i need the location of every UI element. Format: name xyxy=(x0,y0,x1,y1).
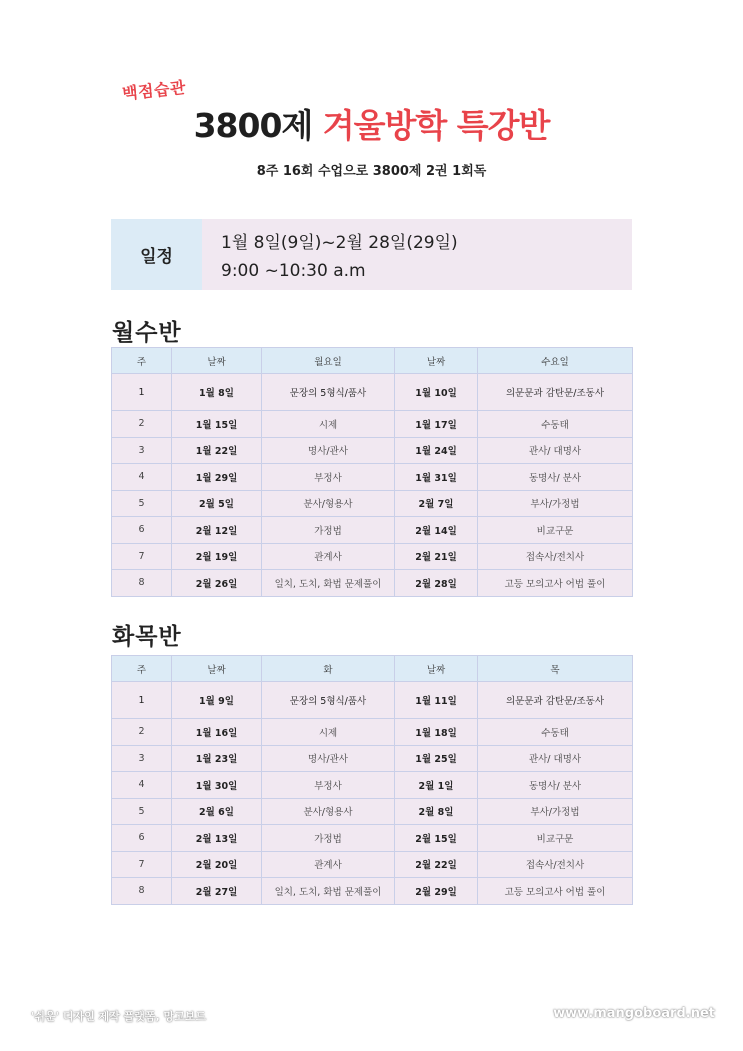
date-cell: 1월 24일 xyxy=(395,437,478,464)
week-cell: 6 xyxy=(112,517,172,544)
brand-label: 백점습관 xyxy=(121,77,187,104)
week-cell: 5 xyxy=(112,798,172,825)
week-cell: 7 xyxy=(112,543,172,570)
table-row xyxy=(112,411,633,438)
date-cell: 1월 10일 xyxy=(395,374,478,411)
content-cell: 가정법 xyxy=(262,825,395,852)
content-cell: 의문문과 감탄문/조동사 xyxy=(478,374,633,411)
week-cell: 3 xyxy=(112,745,172,772)
table-row xyxy=(112,464,633,491)
date-cell: 2월 29일 xyxy=(395,878,478,905)
week-cell: 4 xyxy=(112,772,172,799)
content-cell: 비교구문 xyxy=(478,825,633,852)
date-cell: 1월 18일 xyxy=(395,719,478,746)
column-header: 날짜 xyxy=(395,348,478,374)
week-cell: 7 xyxy=(112,851,172,878)
content-cell: 고등 모의고사 어법 풀이 xyxy=(478,570,633,597)
page-title xyxy=(0,100,743,147)
date-cell: 2월 1일 xyxy=(395,772,478,799)
date-cell: 2월 14일 xyxy=(395,517,478,544)
content-cell: 관계사 xyxy=(262,543,395,570)
column-header: 월요일 xyxy=(262,348,395,374)
table-row xyxy=(112,772,633,799)
column-header: 목 xyxy=(478,656,633,682)
table-row xyxy=(112,798,633,825)
date-cell: 2월 5일 xyxy=(172,490,262,517)
week-cell: 1 xyxy=(112,682,172,719)
footer-url: www.mangoboard.net xyxy=(553,1006,715,1021)
schedule-table-mw xyxy=(111,347,633,597)
week-cell: 1 xyxy=(112,374,172,411)
table-row xyxy=(112,745,633,772)
date-cell: 2월 15일 xyxy=(395,825,478,852)
column-header: 날짜 xyxy=(172,656,262,682)
table-row xyxy=(112,851,633,878)
content-cell: 일치, 도치, 화법 문제풀이 xyxy=(262,878,395,905)
date-cell: 1월 15일 xyxy=(172,411,262,438)
date-cell: 2월 19일 xyxy=(172,543,262,570)
table-row xyxy=(112,543,633,570)
date-cell: 1월 23일 xyxy=(172,745,262,772)
content-cell: 분사/형용사 xyxy=(262,798,395,825)
week-cell: 8 xyxy=(112,570,172,597)
date-cell: 1월 22일 xyxy=(172,437,262,464)
date-cell: 1월 16일 xyxy=(172,719,262,746)
content-cell: 부정사 xyxy=(262,464,395,491)
date-cell: 2월 20일 xyxy=(172,851,262,878)
title-part-2: 겨울방학 특강반 xyxy=(322,106,550,145)
date-cell: 2월 12일 xyxy=(172,517,262,544)
week-cell: 2 xyxy=(112,411,172,438)
page-subtitle: 8주 16회 수업으로 3800제 2권 1회독 xyxy=(256,164,487,179)
date-cell: 1월 25일 xyxy=(395,745,478,772)
week-cell: 6 xyxy=(112,825,172,852)
table-header-row xyxy=(112,348,633,374)
content-cell: 비교구문 xyxy=(478,517,633,544)
content-cell: 부정사 xyxy=(262,772,395,799)
date-cell: 1월 17일 xyxy=(395,411,478,438)
column-header: 날짜 xyxy=(395,656,478,682)
content-cell: 시제 xyxy=(262,719,395,746)
content-cell: 문장의 5형식/품사 xyxy=(262,682,395,719)
content-cell: 동명사/ 분사 xyxy=(478,772,633,799)
section-title-mw: 월수반 xyxy=(112,319,182,346)
schedule-table-tt xyxy=(111,655,633,905)
content-cell: 관사/ 대명사 xyxy=(478,745,633,772)
date-cell: 2월 8일 xyxy=(395,798,478,825)
table-row xyxy=(112,878,633,905)
column-header: 주 xyxy=(112,656,172,682)
column-header: 수요일 xyxy=(478,348,633,374)
week-cell: 3 xyxy=(112,437,172,464)
date-cell: 2월 6일 xyxy=(172,798,262,825)
table-header-row xyxy=(112,656,633,682)
schedule-dates: 1월 8일(9일)~2월 28일(29일) xyxy=(221,233,458,253)
content-cell: 의문문과 감탄문/조동사 xyxy=(478,682,633,719)
table-row xyxy=(112,490,633,517)
content-cell: 부사/가정법 xyxy=(478,798,633,825)
week-cell: 8 xyxy=(112,878,172,905)
date-cell: 1월 11일 xyxy=(395,682,478,719)
date-cell: 1월 9일 xyxy=(172,682,262,719)
table-row xyxy=(112,682,633,719)
content-cell: 수동태 xyxy=(478,719,633,746)
schedule-label: 일정 xyxy=(111,219,202,290)
schedule-box xyxy=(111,219,632,290)
week-cell: 2 xyxy=(112,719,172,746)
content-cell: 동명사/ 분사 xyxy=(478,464,633,491)
table-row xyxy=(112,437,633,464)
date-cell: 1월 8일 xyxy=(172,374,262,411)
schedule-body xyxy=(202,219,632,290)
content-cell: 가정법 xyxy=(262,517,395,544)
date-cell: 2월 13일 xyxy=(172,825,262,852)
content-cell: 관사/ 대명사 xyxy=(478,437,633,464)
content-cell: 명사/관사 xyxy=(262,437,395,464)
date-cell: 2월 22일 xyxy=(395,851,478,878)
content-cell: 수동태 xyxy=(478,411,633,438)
date-cell: 2월 27일 xyxy=(172,878,262,905)
content-cell: 일치, 도치, 화법 문제풀이 xyxy=(262,570,395,597)
date-cell: 1월 30일 xyxy=(172,772,262,799)
table-row xyxy=(112,374,633,411)
date-cell: 2월 7일 xyxy=(395,490,478,517)
content-cell: 부사/가정법 xyxy=(478,490,633,517)
content-cell: 명사/관사 xyxy=(262,745,395,772)
content-cell: 접속사/전치사 xyxy=(478,851,633,878)
date-cell: 2월 28일 xyxy=(395,570,478,597)
column-header: 주 xyxy=(112,348,172,374)
table-row xyxy=(112,517,633,544)
content-cell: 분사/형용사 xyxy=(262,490,395,517)
schedule-time: 9:00 ~10:30 a.m xyxy=(221,261,366,281)
footer-tagline: '쉬운' 디자인 제작 플랫폼, 망고보드 xyxy=(31,1010,206,1023)
content-cell: 시제 xyxy=(262,411,395,438)
content-cell: 문장의 5형식/품사 xyxy=(262,374,395,411)
section-title-tt: 화목반 xyxy=(112,623,182,650)
table-row xyxy=(112,719,633,746)
week-cell: 4 xyxy=(112,464,172,491)
date-cell: 2월 26일 xyxy=(172,570,262,597)
table-row xyxy=(112,825,633,852)
content-cell: 관계사 xyxy=(262,851,395,878)
week-cell: 5 xyxy=(112,490,172,517)
date-cell: 1월 31일 xyxy=(395,464,478,491)
content-cell: 고등 모의고사 어법 풀이 xyxy=(478,878,633,905)
table-row xyxy=(112,570,633,597)
column-header: 날짜 xyxy=(172,348,262,374)
date-cell: 2월 21일 xyxy=(395,543,478,570)
date-cell: 1월 29일 xyxy=(172,464,262,491)
title-part-1: 3800제 xyxy=(193,106,323,145)
content-cell: 접속사/전치사 xyxy=(478,543,633,570)
column-header: 화 xyxy=(262,656,395,682)
